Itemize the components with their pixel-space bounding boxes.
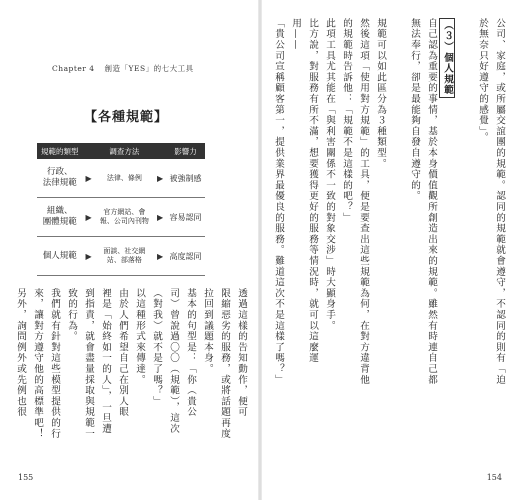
arrow-icon: ▶ [154,159,166,198]
text-column: 拉回到議題本身。 [202,288,213,375]
text-column: 限縮惡劣的服務，或將話題再度 [219,288,230,440]
col-header-spacer [154,143,166,159]
arrow-icon: ▶ [154,198,166,237]
chapter-label: Chapter 4 [52,64,95,73]
arrow-icon: ▶ [83,237,95,276]
text-column: 致的行為。 [66,288,77,342]
cell-method: 官方網站、會 報、公司內刊物 [95,198,155,237]
text-column: 司）曾說過〇〇（規範），這次 [168,288,179,435]
text-column: 另外，詢問例外或先例也很 [15,288,26,418]
text-column: 公司、家庭，或所屬交誼團的規範。認同的規範就會遵守，不認同的則有「迫 [494,18,505,386]
arrow-icon: ▶ [83,198,95,237]
cell-method: 面談、社交網 站、部落格 [95,237,155,276]
table-row [37,198,205,237]
table-row [37,159,205,198]
cell-effect: 高度認同 [166,237,205,276]
text-column [439,18,455,98]
col-header-method: 調查方法 [95,143,155,159]
page-number-left: 155 [18,473,34,482]
text-column: 裡是「始終如一的人」，一旦遭 [100,288,111,435]
table-row [37,237,205,276]
text-column: 規範可以如此區分為３種類型。 [375,18,386,170]
text-column: 由於人們希望自己在別人眼 [117,288,128,418]
text-column: 的規範時告訴他：「規範不是這樣的吧？」 [341,18,352,224]
arrow-icon: ▶ [83,159,95,198]
text-column: 基本的句型是：「你（貴公 [185,288,196,418]
text-column: 透過這樣的告知動作，便可 [236,288,247,418]
table-title: 【各種規範】 [84,110,169,125]
norms-table [37,143,205,276]
text-column: 到指責，就會盡量採取與規範一 [83,288,94,440]
cell-type: 行政、 法律規範 [37,159,83,198]
text-column: 「貴公司宣稱顧客第一，提供業界最優良的服務。難道這次不是這樣了嗎？」 [273,18,284,386]
left-page [0,0,258,500]
text-column: 然後這項「使用對方規範」的工具，便是要查出這些規範為何，在對方違背他 [358,18,369,386]
col-header-type: 規範的類型 [37,143,83,159]
section-heading: （３）個人規範 [439,18,455,98]
right-page [262,0,520,500]
text-column: 無法奉行，卻是最能夠自發自遵守的。 [409,18,420,202]
text-column: （對我）就不是了嗎？」 [151,288,162,407]
chapter-header [52,63,194,74]
cell-type: 個人規範 [37,237,83,276]
text-column: 自己認為重要的事情，基於本身價值觀所創造出來的規範。雖然有時連自己都 [426,18,437,386]
text-column: 我們就有針對這些模型提供的行 [49,288,60,440]
text-column: 以這種形式來傳達。 [134,288,145,386]
col-header-effect: 影響力 [166,143,205,159]
arrow-icon: ▶ [154,237,166,276]
col-header-spacer [83,143,95,159]
text-column: 來，讓對方遵守他的高標準吧！ [32,288,43,440]
chapter-subtitle: 創造「YES」的七大工具 [104,64,194,73]
cell-effect: 容易認同 [166,198,205,237]
text-column: 用—— [290,18,301,51]
text-column: 比方說，對服務有所不滿，想要獲得更好的服務等情況時，就可以這麼運 [307,18,318,364]
table-header-row [37,143,205,159]
text-column: 於無奈只好遵守的感覺」。 [477,18,488,143]
cell-effect: 被強制感 [166,159,205,198]
cell-type: 組織、 團體規範 [37,198,83,237]
text-column: 此項工具尤其能在「與利害關係不一致的對象交涉」時大顯身手。 [324,18,335,332]
cell-method: 法律、條例 [95,159,155,198]
page-number-right: 154 [486,473,502,482]
